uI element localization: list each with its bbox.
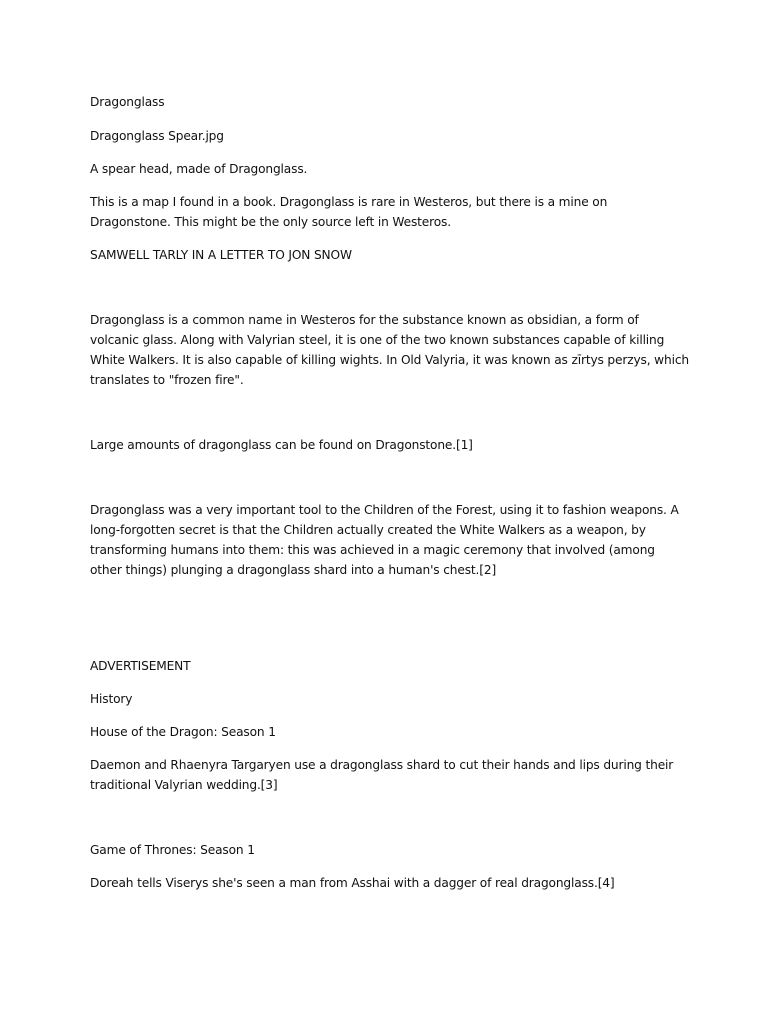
section-heading-got-season-1: Game of Thrones: Season 1	[90, 843, 255, 857]
document-content	[90, 92, 690, 893]
hotd-season-1-paragraph: Daemon and Rhaenyra Targaryen use a dragonglass shard to cut their hands and lips during their traditional Valyrian wedding.[3]	[90, 758, 674, 792]
advertisement-label: ADVERTISEMENT	[90, 659, 191, 673]
quote-text: This is a map I found in a book. Dragonglass is rare in Westeros, but there is a mine on Dragonstone. This might be the only source left in Westeros.	[90, 195, 608, 229]
image-filename: Dragonglass Spear.jpg	[90, 129, 224, 143]
quote-attribution: SAMWELL TARLY IN A LETTER TO JON SNOW	[90, 248, 352, 262]
children-forest-paragraph: Dragonglass was a very important tool to the Children of the Forest, using it to fashion weapons. A long-forgotten secret is that the Children actually created the White Walkers as a weapon, by transforming humans into them: this was achieved in a magic ceremony that involved (among other things) plunging a dragonglass shard into a human's chest.[2]	[90, 503, 679, 577]
got-season-1-paragraph: Doreah tells Viserys she's seen a man from Asshai with a dagger of real dragonglass.[4]	[90, 876, 615, 890]
location-paragraph: Large amounts of dragonglass can be found on Dragonstone.[1]	[90, 438, 473, 452]
intro-paragraph: Dragonglass is a common name in Westeros for the substance known as obsidian, a form of volcanic glass. Along with Valyrian steel, it is one of the two known substances capable of killing White Walkers. It is also capable of killing wights. In Old Valyria, it was known as zīrtys perzys, which translates to "frozen fire".	[90, 313, 689, 387]
section-heading-hotd-season-1: House of the Dragon: Season 1	[90, 725, 276, 739]
document-title: Dragonglass	[90, 95, 165, 109]
history-heading: History	[90, 692, 133, 706]
image-caption: A spear head, made of Dragonglass.	[90, 162, 308, 176]
